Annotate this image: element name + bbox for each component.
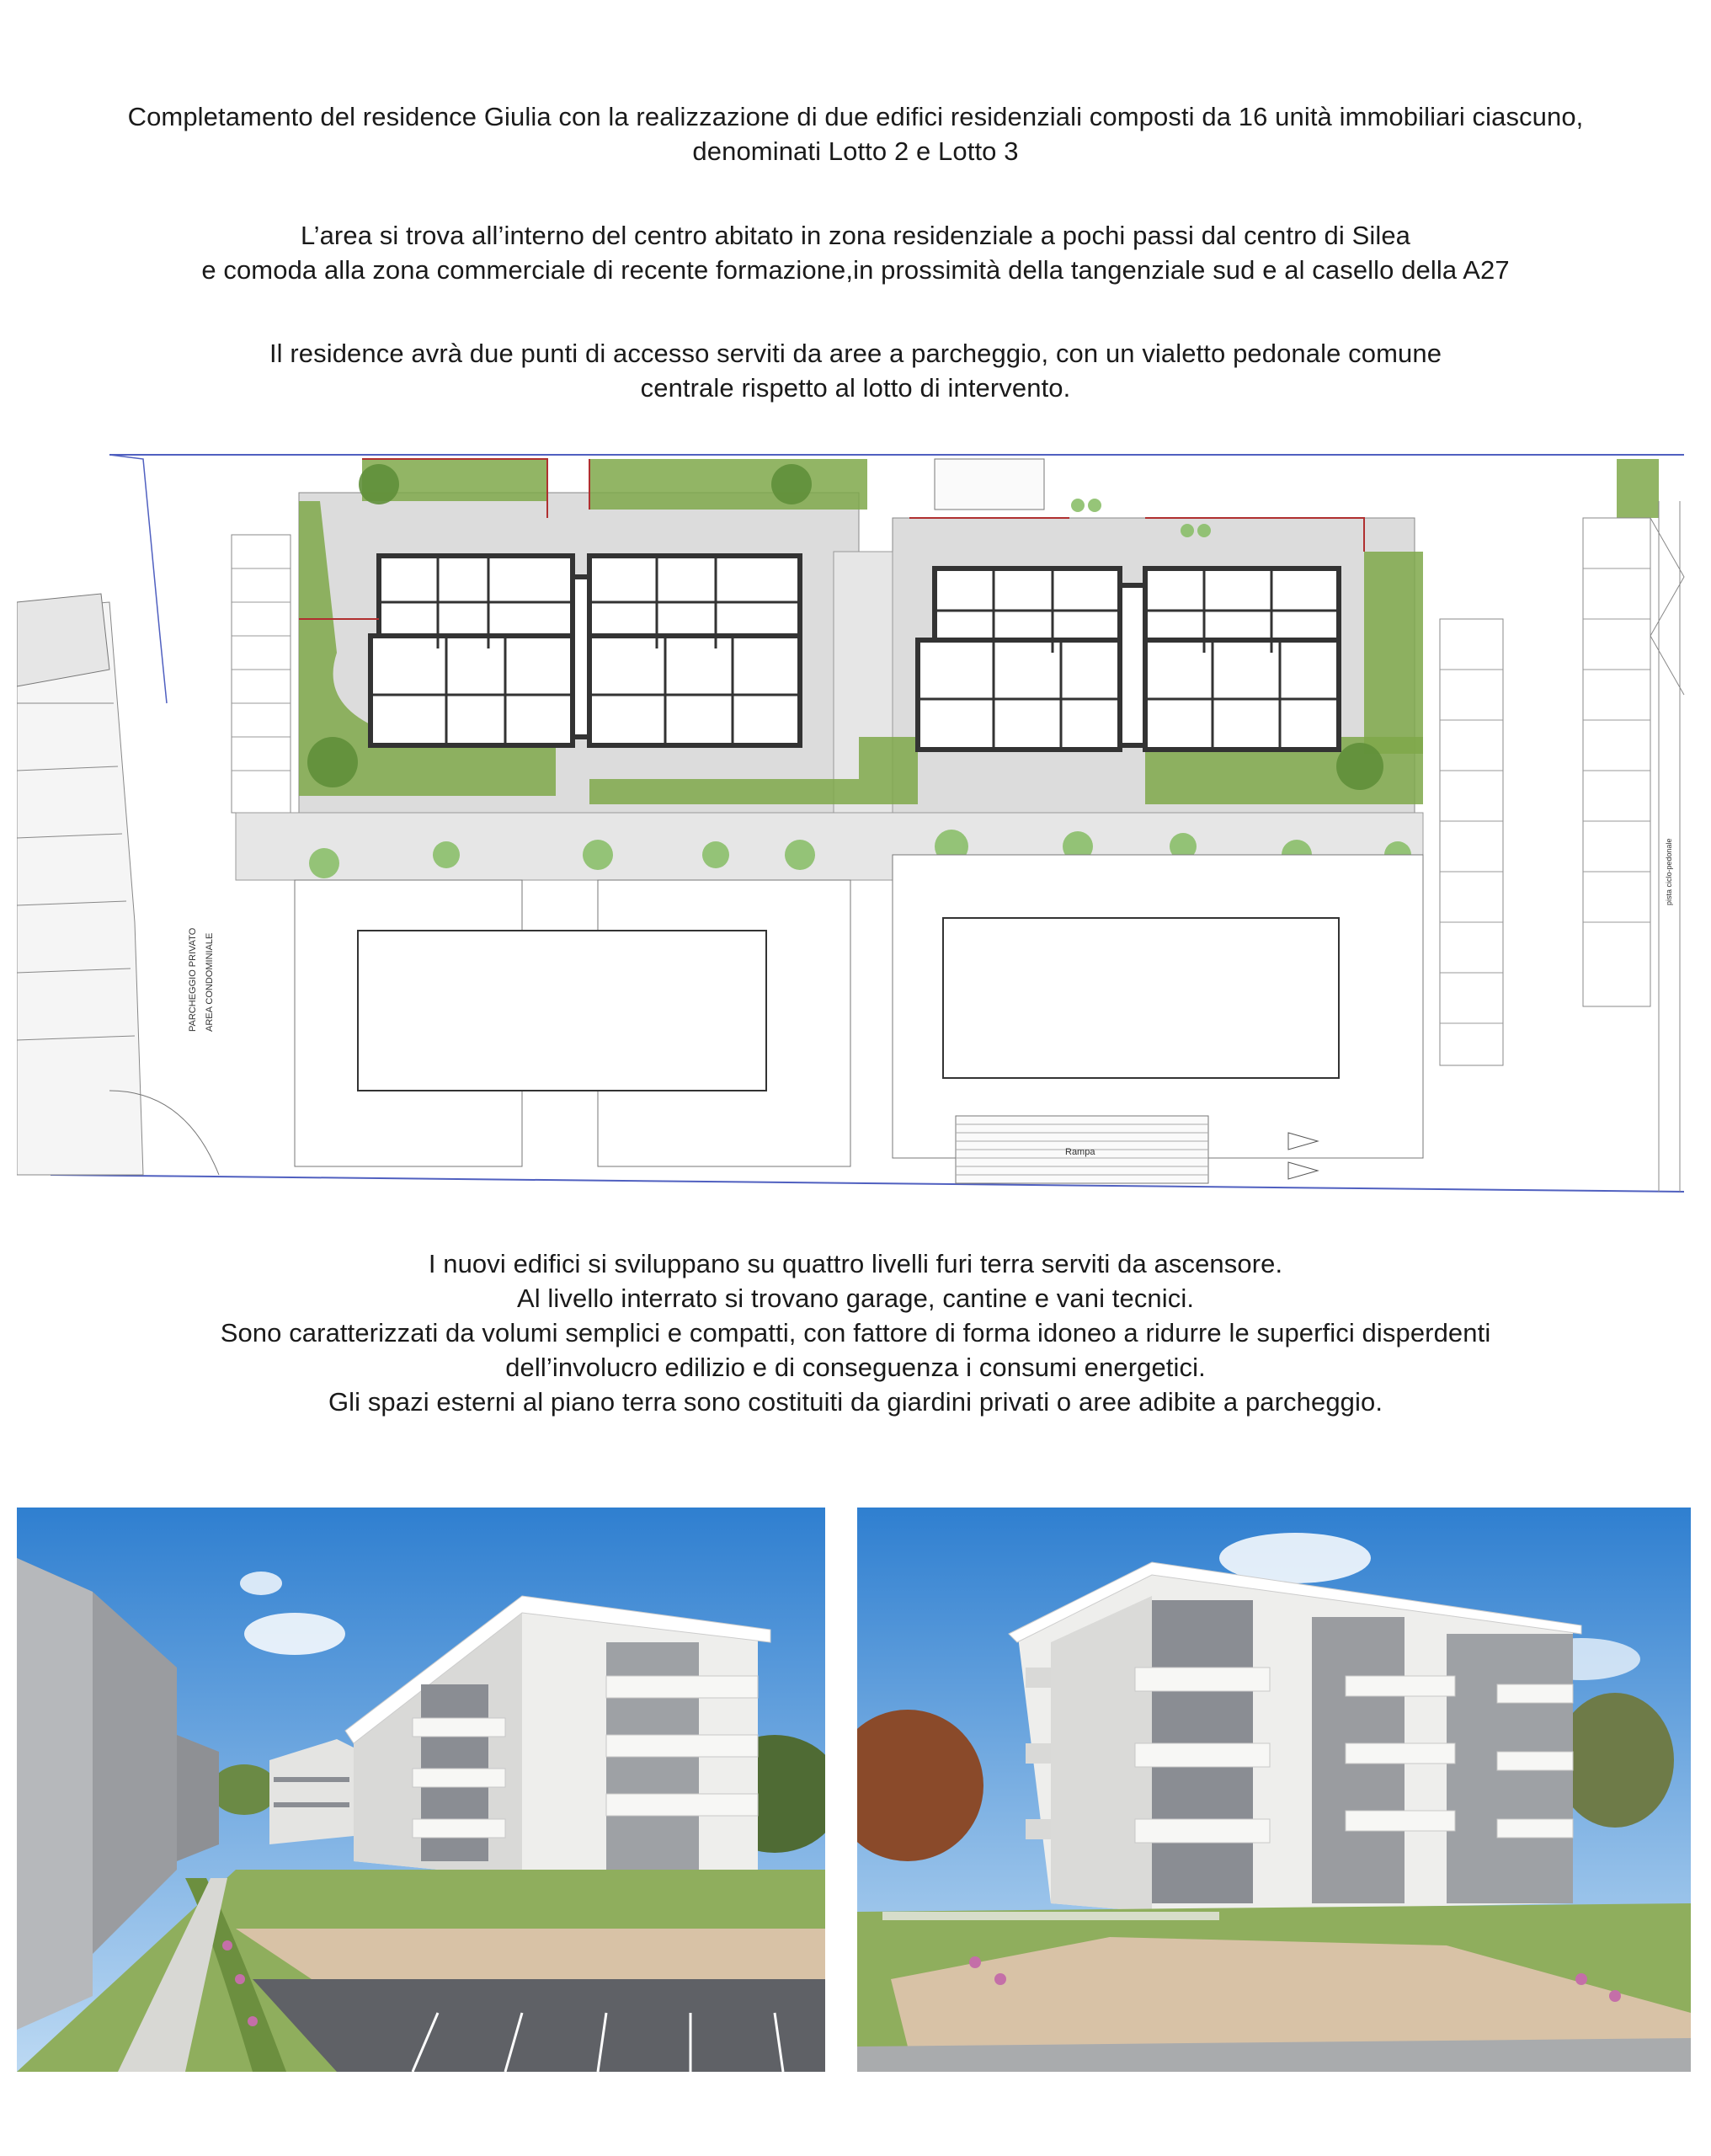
parking-label-1: PARCHEGGIO PRIVATO xyxy=(188,927,198,1032)
description-line-1: I nuovi edifici si sviluppano su quattro livelli furi terra serviti da ascensore. xyxy=(428,1249,1283,1278)
intro-line-1: Completamento del residence Giulia con la realizzazione di due edifici residenziali composti da 16 unità immobiliari ciascuno, xyxy=(127,102,1584,131)
rendering-right-image xyxy=(857,1508,1691,2072)
intro-text xyxy=(0,99,1711,168)
site-plan xyxy=(17,451,1694,1200)
site-plan-drawing xyxy=(17,451,1694,1200)
cycle-path-label: pista ciclo-pedonale xyxy=(1665,838,1673,905)
description-line-5: Gli spazi esterni al piano terra sono costituiti da giardini privati o aree adibite a parcheggio. xyxy=(328,1387,1383,1417)
intro-line-2: denominati Lotto 2 e Lotto 3 xyxy=(692,136,1019,166)
location-line-2: e comoda alla zona commerciale di recente formazione,in prossimità della tangenziale sud e al casello della A27 xyxy=(201,255,1510,285)
description-line-4: dell’involucro edilizio e di conseguenza i consumi energetici. xyxy=(505,1353,1206,1382)
parking-label-2: AREA CONDOMINIALE xyxy=(205,932,215,1032)
access-line-1: Il residence avrà due punti di accesso serviti da aree a parcheggio, con un vialetto pedonale comune xyxy=(269,339,1442,368)
description-line-3: Sono caratterizzati da volumi semplici e compatti, con fattore di forma idoneo a ridurre le superfici disperdenti xyxy=(220,1318,1491,1348)
location-line-1: L’area si trova all’interno del centro abitato in zona residenziale a pochi passi dal centro di Silea xyxy=(300,221,1411,250)
description-text xyxy=(0,1246,1711,1419)
access-line-2: centrale rispetto al lotto di intervento. xyxy=(640,373,1071,403)
ramp-label: Rampa xyxy=(1065,1147,1095,1157)
description-line-2: Al livello interrato si trovano garage, cantine e vani tecnici. xyxy=(516,1283,1195,1313)
rendering-left xyxy=(17,1508,825,2072)
rendering-right xyxy=(857,1508,1691,2072)
location-text xyxy=(0,218,1711,287)
rendering-left-image xyxy=(17,1508,825,2072)
access-text xyxy=(0,336,1711,405)
